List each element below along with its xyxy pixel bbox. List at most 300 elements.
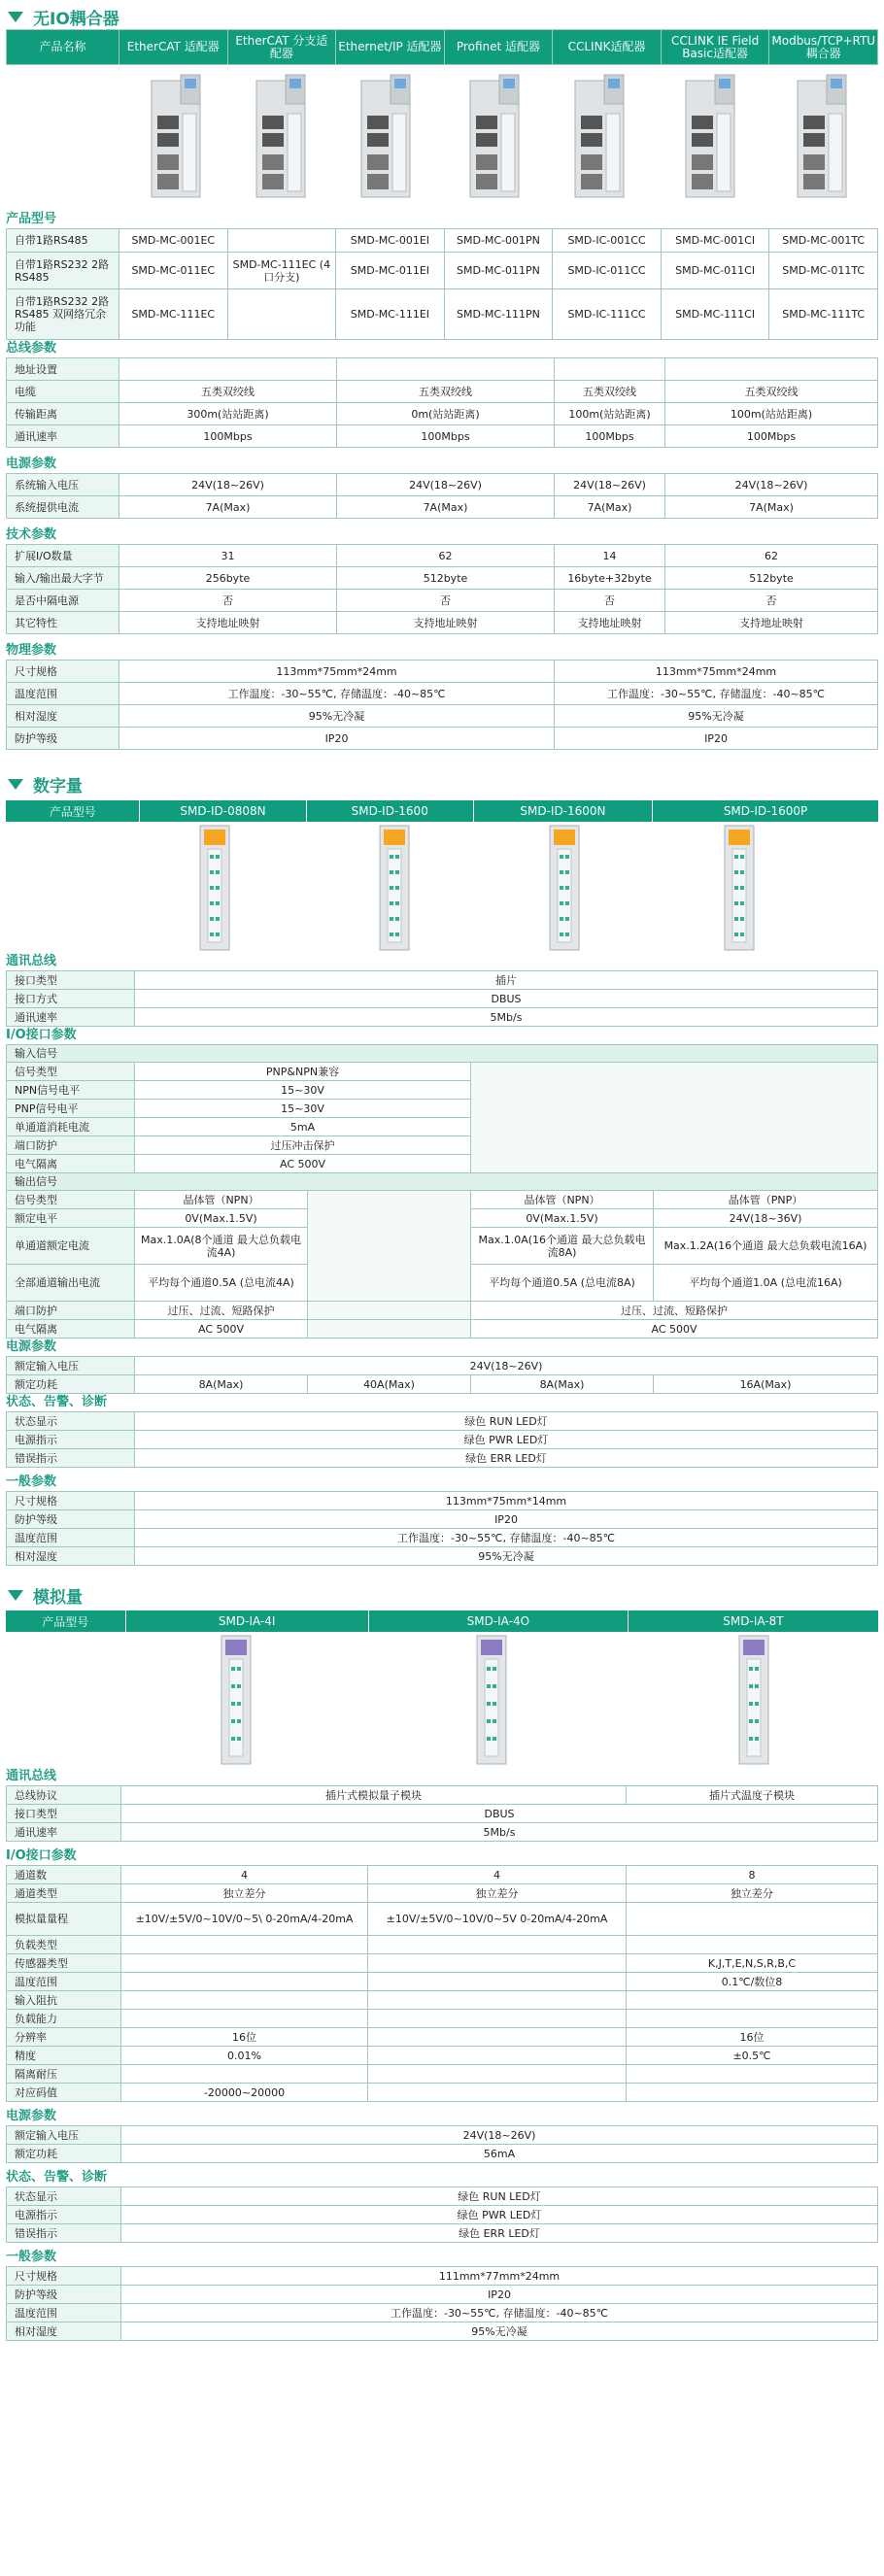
row-label: 接口类型 xyxy=(7,971,135,990)
table-cell: 24V(18~26V) xyxy=(665,474,878,496)
table-cell: IP20 xyxy=(119,728,555,750)
digital-module-image xyxy=(550,826,579,950)
row-label: 输入信号 xyxy=(7,1045,878,1063)
subsection-title: 一般参数 xyxy=(6,1474,57,1489)
table-cell: 14 xyxy=(555,545,665,567)
coupler-image xyxy=(470,75,519,197)
table-cell: 15~30V xyxy=(135,1100,471,1118)
table-cell: 16byte+32byte xyxy=(555,567,665,590)
table-cell: 62 xyxy=(337,545,555,567)
subsection-title: 通讯总线 xyxy=(6,954,57,968)
table-cell xyxy=(368,1954,627,1973)
blank-cell xyxy=(308,1320,471,1339)
row-label: 通讯速率 xyxy=(7,425,119,448)
row-label: 额定功耗 xyxy=(7,2145,121,2163)
analog-module-image xyxy=(739,1636,768,1764)
coupler-power-table xyxy=(6,473,878,519)
coupler-image xyxy=(686,75,734,197)
row-label: 接口方式 xyxy=(7,990,135,1008)
table-cell: 插片式模拟量子模块 xyxy=(121,1786,627,1805)
table-cell xyxy=(665,358,878,381)
section-title-digital xyxy=(0,767,884,800)
table-cell: ±10V/±5V/0~10V/0~5V 0-20mA/4-20mA xyxy=(368,1903,627,1936)
table-cell: 过压冲击保护 xyxy=(135,1136,471,1155)
analog-header-bar xyxy=(6,1610,878,1632)
row-label: 单通道额定电流 xyxy=(7,1228,135,1265)
row-label: 系统输入电压 xyxy=(7,474,119,496)
coupler-model-table xyxy=(6,228,878,340)
triangle-icon xyxy=(8,12,23,22)
table-cell: SMD-MC-011TC xyxy=(769,253,878,289)
table-cell: 7A(Max) xyxy=(337,496,555,519)
table-cell: 绿色 PWR LED灯 xyxy=(121,2206,878,2224)
section-title-text: 数字量 xyxy=(33,776,83,797)
row-label: 系统提供电流 xyxy=(7,496,119,519)
digital-module-image xyxy=(725,826,754,950)
table-cell: 五类双绞线 xyxy=(555,381,665,403)
row-label: 扩展I/O数量 xyxy=(7,545,119,567)
table-cell: 晶体管（PNP） xyxy=(654,1191,878,1209)
table-cell: IP20 xyxy=(121,2286,878,2304)
table-cell: SMD-MC-111EI xyxy=(336,289,445,340)
digital-power-table xyxy=(6,1356,878,1394)
table-cell: 插片 xyxy=(135,971,878,990)
digital-image-row xyxy=(6,822,878,953)
table-cell: 62 xyxy=(665,545,878,567)
digital-status-table xyxy=(6,1411,878,1468)
coupler-image xyxy=(361,75,410,197)
table-cell: Max.1.0A(8个通道 最大总负载电流4A) xyxy=(135,1228,308,1265)
table-cell: 支持地址映射 xyxy=(555,612,665,634)
row-label: 防护等级 xyxy=(7,728,119,750)
row-label: 温度范围 xyxy=(7,2304,121,2322)
table-cell: 95%无冷凝 xyxy=(119,705,555,728)
table-cell: 24V(18~36V) xyxy=(654,1209,878,1228)
row-label: 额定输入电压 xyxy=(7,2126,121,2145)
table-cell: ±10V/±5V/0~10V/0~5\ 0-20mA/4-20mA xyxy=(121,1903,368,1936)
header-cell: SMD-ID-0808N xyxy=(140,800,306,822)
row-label: 错误指示 xyxy=(7,2224,121,2243)
table-cell: 95%无冷凝 xyxy=(121,2322,878,2341)
header-cell: SMD-IA-4I xyxy=(126,1610,369,1632)
header-cell: SMD-ID-1600 xyxy=(307,800,474,822)
table-cell: 否 xyxy=(337,590,555,612)
table-cell: SMD-MC-001CI xyxy=(661,229,769,253)
table-cell: 工作温度：-30~55℃, 存储温度：-40~85℃ xyxy=(121,2304,878,2322)
table-cell xyxy=(368,2065,627,2084)
row-label: 负载能力 xyxy=(7,2010,121,2028)
table-cell: -20000~20000 xyxy=(121,2084,368,2102)
table-cell: AC 500V xyxy=(135,1320,308,1339)
table-cell: 否 xyxy=(119,590,337,612)
table-cell: 16A(Max) xyxy=(654,1375,878,1394)
triangle-icon xyxy=(8,1590,23,1601)
table-cell: SMD-IC-111CC xyxy=(553,289,662,340)
table-cell: 工作温度：-30~55℃, 存储温度：-40~85℃ xyxy=(135,1529,878,1547)
analog-image-row xyxy=(6,1632,878,1768)
coupler-image xyxy=(152,75,200,197)
table-cell: 5Mb/s xyxy=(135,1008,878,1027)
table-cell: 95%无冷凝 xyxy=(555,705,878,728)
analog-io-table xyxy=(6,1865,878,2102)
table-cell: 31 xyxy=(119,545,337,567)
row-label: 温度范围 xyxy=(7,1529,135,1547)
subsection-title: I/O接口参数 xyxy=(6,1028,77,1042)
section-title-coupler xyxy=(0,4,884,29)
header-cell: SMD-IA-4O xyxy=(369,1610,629,1632)
row-label: 状态显示 xyxy=(7,2187,121,2206)
table-cell: 支持地址映射 xyxy=(119,612,337,634)
table-cell: 7A(Max) xyxy=(119,496,337,519)
digital-general-table xyxy=(6,1491,878,1566)
blank-cell xyxy=(308,1191,471,1302)
table-cell: 100Mbps xyxy=(555,425,665,448)
table-cell: 平均每个通道0.5A (总电流4A) xyxy=(135,1265,308,1302)
table-cell: AC 500V xyxy=(471,1320,878,1339)
row-label: 防护等级 xyxy=(7,1510,135,1529)
subsection-title: 通讯总线 xyxy=(6,1769,57,1783)
row-label: 防护等级 xyxy=(7,2286,121,2304)
coupler-phys-table xyxy=(6,660,878,750)
row-label: 相对湿度 xyxy=(7,1547,135,1566)
digital-device-images xyxy=(6,822,878,953)
row-label: 通讯速率 xyxy=(7,1823,121,1842)
row-label: 温度范围 xyxy=(7,1973,121,1991)
table-cell xyxy=(627,1903,878,1936)
subsection-title: 物理参数 xyxy=(6,643,57,658)
row-label: 尺寸规格 xyxy=(7,1492,135,1510)
table-cell: 8A(Max) xyxy=(471,1375,654,1394)
table-cell: Max.1.0A(16个通道 最大总负载电流8A) xyxy=(471,1228,654,1265)
table-cell: 8 xyxy=(627,1866,878,1884)
table-cell xyxy=(627,2084,878,2102)
table-cell: AC 500V xyxy=(135,1155,471,1173)
table-cell: 0V(Max.1.5V) xyxy=(471,1209,654,1228)
table-cell: 晶体管（NPN） xyxy=(135,1191,308,1209)
row-label: 输出信号 xyxy=(7,1173,878,1191)
table-cell: 插片式温度子模块 xyxy=(627,1786,878,1805)
blank-cell xyxy=(308,1302,471,1320)
table-cell: DBUS xyxy=(121,1805,878,1823)
analog-status-table xyxy=(6,2186,878,2243)
header-cell: Modbus/TCP+RTU 耦合器 xyxy=(769,30,878,65)
table-cell: SMD-MC-111TC xyxy=(769,289,878,340)
coupler-image xyxy=(256,75,305,197)
table-cell: 111mm*77mm*24mm xyxy=(121,2267,878,2286)
table-cell: SMD-MC-001TC xyxy=(769,229,878,253)
section-title-analog xyxy=(0,1579,884,1610)
table-cell: 40A(Max) xyxy=(308,1375,471,1394)
digital-module-image xyxy=(380,826,409,950)
analog-comm-table xyxy=(6,1785,878,1842)
table-cell: 4 xyxy=(121,1866,368,1884)
table-cell: 300m(站站距离) xyxy=(119,403,337,425)
row-label: 自带1路RS232 2路RS485 xyxy=(7,253,119,289)
row-label: PNP信号电平 xyxy=(7,1100,135,1118)
table-cell xyxy=(227,289,336,340)
table-cell: 512byte xyxy=(665,567,878,590)
row-label: 自带1路RS232 2路RS485 双网络冗余功能 xyxy=(7,289,119,340)
table-cell: 平均每个通道0.5A (总电流8A) xyxy=(471,1265,654,1302)
coupler-tech-table xyxy=(6,544,878,634)
row-label: 错误指示 xyxy=(7,1449,135,1468)
table-cell: 16位 xyxy=(627,2028,878,2047)
header-cell: SMD-ID-1600N xyxy=(474,800,653,822)
table-cell: SMD-MC-001PN xyxy=(444,229,553,253)
row-label: 通道数 xyxy=(7,1866,121,1884)
header-cell: Profinet 适配器 xyxy=(444,30,553,65)
table-cell: SMD-MC-011PN xyxy=(444,253,553,289)
row-label: 输入阻抗 xyxy=(7,1991,121,2010)
table-cell: 16位 xyxy=(121,2028,368,2047)
table-cell: 512byte xyxy=(337,567,555,590)
row-label: 电源指示 xyxy=(7,2206,121,2224)
table-cell xyxy=(368,1973,627,1991)
table-cell: 24V(18~26V) xyxy=(121,2126,878,2145)
table-cell: 95%无冷凝 xyxy=(135,1547,878,1566)
subsection-title: 电源参数 xyxy=(6,457,57,471)
analog-module-image xyxy=(477,1636,506,1764)
table-cell: 0V(Max.1.5V) xyxy=(135,1209,308,1228)
table-cell: 绿色 ERR LED灯 xyxy=(135,1449,878,1468)
row-label: 隔离耐压 xyxy=(7,2065,121,2084)
row-label: 全部通道输出电流 xyxy=(7,1265,135,1302)
table-cell xyxy=(368,2084,627,2102)
row-label: 输入/输出最大字节 xyxy=(7,567,119,590)
table-cell: 支持地址映射 xyxy=(337,612,555,634)
blank-cell xyxy=(471,1063,878,1173)
table-cell: 否 xyxy=(665,590,878,612)
row-label: 精度 xyxy=(7,2047,121,2065)
analog-general-table xyxy=(6,2266,878,2341)
table-cell xyxy=(121,1954,368,1973)
table-cell xyxy=(627,1936,878,1954)
subsection-title: I/O接口参数 xyxy=(6,1848,77,1863)
table-cell: Max.1.2A(16个通道 最大总负载电流16A) xyxy=(654,1228,878,1265)
table-cell: SMD-MC-011EI xyxy=(336,253,445,289)
row-label: 单通道消耗电流 xyxy=(7,1118,135,1136)
table-cell: 平均每个通道1.0A (总电流16A) xyxy=(654,1265,878,1302)
table-cell: SMD-IC-011CC xyxy=(553,253,662,289)
coupler-device-images xyxy=(6,65,878,211)
section-title-text: 模拟量 xyxy=(33,1587,83,1608)
table-cell: SMD-MC-001EC xyxy=(119,229,228,253)
table-cell: PNP&NPN兼容 xyxy=(135,1063,471,1081)
subsection-title: 状态、告警、诊断 xyxy=(6,1395,108,1409)
header-cell: SMD-IA-8T xyxy=(629,1610,878,1632)
table-cell: 独立差分 xyxy=(627,1884,878,1903)
subsection-title: 技术参数 xyxy=(6,527,57,542)
header-cell: EtherCAT 适配器 xyxy=(119,30,228,65)
table-cell: DBUS xyxy=(135,990,878,1008)
row-label: 电气隔离 xyxy=(7,1320,135,1339)
row-label: 额定电平 xyxy=(7,1209,135,1228)
row-label: 电缆 xyxy=(7,381,119,403)
table-cell: 5Mb/s xyxy=(121,1823,878,1842)
analog-device-images xyxy=(6,1632,878,1768)
table-cell: 0.01% xyxy=(121,2047,368,2065)
table-cell xyxy=(368,1991,627,2010)
digital-io-table xyxy=(6,1044,878,1339)
table-cell xyxy=(121,2010,368,2028)
row-label: 端口防护 xyxy=(7,1136,135,1155)
table-cell: 100Mbps xyxy=(665,425,878,448)
row-label: 相对湿度 xyxy=(7,2322,121,2341)
header-cell: 产品型号 xyxy=(6,1610,126,1632)
row-label: 总线协议 xyxy=(7,1786,121,1805)
table-cell xyxy=(121,2065,368,2084)
coupler-image xyxy=(575,75,624,197)
table-cell xyxy=(368,2010,627,2028)
subsection-title: 电源参数 xyxy=(6,2109,57,2123)
table-cell: SMD-MC-111CI xyxy=(661,289,769,340)
table-cell xyxy=(121,1991,368,2010)
row-label: 通道类型 xyxy=(7,1884,121,1903)
row-label: 电气隔离 xyxy=(7,1155,135,1173)
table-cell: 4 xyxy=(368,1866,627,1884)
row-label: 温度范围 xyxy=(7,683,119,705)
table-cell: 工作温度：-30~55℃, 存储温度：-40~85℃ xyxy=(555,683,878,705)
row-label: 地址设置 xyxy=(7,358,119,381)
row-label: 模拟量量程 xyxy=(7,1903,121,1936)
table-cell: 独立差分 xyxy=(368,1884,627,1903)
table-cell xyxy=(627,2010,878,2028)
subsection-title: 状态、告警、诊断 xyxy=(6,2170,108,2185)
table-cell: 7A(Max) xyxy=(665,496,878,519)
row-label: 负载类型 xyxy=(7,1936,121,1954)
row-label: 信号类型 xyxy=(7,1063,135,1081)
table-cell: 7A(Max) xyxy=(555,496,665,519)
table-cell: 5mA xyxy=(135,1118,471,1136)
table-row xyxy=(7,289,878,340)
table-cell: SMD-MC-111PN xyxy=(444,289,553,340)
row-label: 对应码值 xyxy=(7,2084,121,2102)
coupler-header-table xyxy=(6,29,878,65)
table-cell: 100m(站站距离) xyxy=(555,403,665,425)
table-cell: 8A(Max) xyxy=(135,1375,308,1394)
digital-module-image xyxy=(200,826,229,950)
table-cell: K,J,T,E,N,S,R,B,C xyxy=(627,1954,878,1973)
table-cell xyxy=(121,1973,368,1991)
row-label: 尺寸规格 xyxy=(7,661,119,683)
header-cell: SMD-ID-1600P xyxy=(653,800,878,822)
table-cell xyxy=(627,2065,878,2084)
table-cell: SMD-IC-001CC xyxy=(553,229,662,253)
table-cell: SMD-MC-111EC (4口分支) xyxy=(227,253,336,289)
table-cell: 113mm*75mm*14mm xyxy=(135,1492,878,1510)
table-cell xyxy=(627,1991,878,2010)
subsection-title: 电源参数 xyxy=(6,1339,57,1354)
row-label: 电源指示 xyxy=(7,1431,135,1449)
table-cell: 256byte xyxy=(119,567,337,590)
table-cell: 24V(18~26V) xyxy=(135,1357,878,1375)
table-cell xyxy=(337,358,555,381)
table-cell xyxy=(368,2047,627,2065)
table-cell: ±0.5℃ xyxy=(627,2047,878,2065)
subsection-title: 一般参数 xyxy=(6,2250,57,2264)
row-label: 接口类型 xyxy=(7,1805,121,1823)
section-title-text: 无IO耦合器 xyxy=(33,9,119,29)
table-cell: 晶体管（NPN） xyxy=(471,1191,654,1209)
table-cell: 113mm*75mm*24mm xyxy=(119,661,555,683)
row-label: 状态显示 xyxy=(7,1412,135,1431)
header-cell: 产品名称 xyxy=(7,30,119,65)
table-cell: SMD-MC-001EI xyxy=(336,229,445,253)
digital-comm-table xyxy=(6,970,878,1027)
table-cell: 五类双绞线 xyxy=(665,381,878,403)
row-label: 相对湿度 xyxy=(7,705,119,728)
coupler-bus-table xyxy=(6,357,878,448)
table-cell: 过压、过流、短路保护 xyxy=(135,1302,308,1320)
table-cell xyxy=(227,229,336,253)
analog-power-table xyxy=(6,2125,878,2163)
table-cell: 过压、过流、短路保护 xyxy=(471,1302,878,1320)
row-label: 其它特性 xyxy=(7,612,119,634)
table-row xyxy=(7,229,878,253)
table-cell: 绿色 PWR LED灯 xyxy=(135,1431,878,1449)
row-label: 传输距离 xyxy=(7,403,119,425)
header-cell: 产品型号 xyxy=(6,800,140,822)
table-cell: 五类双绞线 xyxy=(119,381,337,403)
table-cell: IP20 xyxy=(555,728,878,750)
table-cell: 支持地址映射 xyxy=(665,612,878,634)
header-cell: Ethernet/IP 适配器 xyxy=(336,30,445,65)
subsection-title: 产品型号 xyxy=(6,212,57,226)
row-label: 是否中隔电源 xyxy=(7,590,119,612)
table-cell: 五类双绞线 xyxy=(337,381,555,403)
table-cell: 独立差分 xyxy=(121,1884,368,1903)
table-cell: 0m(站站距离) xyxy=(337,403,555,425)
row-label: 额定功耗 xyxy=(7,1375,135,1394)
table-cell: 绿色 RUN LED灯 xyxy=(121,2187,878,2206)
table-cell: SMD-MC-011EC xyxy=(119,253,228,289)
table-cell xyxy=(121,1936,368,1954)
row-label: 尺寸规格 xyxy=(7,2267,121,2286)
header-cell: CCLINK适配器 xyxy=(553,30,662,65)
row-label: 信号类型 xyxy=(7,1191,135,1209)
table-cell: 100Mbps xyxy=(119,425,337,448)
row-label: NPN信号电平 xyxy=(7,1081,135,1100)
table-cell: 24V(18~26V) xyxy=(119,474,337,496)
table-cell: 113mm*75mm*24mm xyxy=(555,661,878,683)
table-cell: 56mA xyxy=(121,2145,878,2163)
table-cell xyxy=(368,2028,627,2047)
table-cell: SMD-MC-111EC xyxy=(119,289,228,340)
header-cell: CCLINK IE Field Basic适配器 xyxy=(661,30,769,65)
table-cell: 24V(18~26V) xyxy=(555,474,665,496)
row-label: 传感器类型 xyxy=(7,1954,121,1973)
table-cell: 绿色 ERR LED灯 xyxy=(121,2224,878,2243)
row-label: 端口防护 xyxy=(7,1302,135,1320)
header-cell: EtherCAT 分支适配器 xyxy=(227,30,336,65)
table-cell: 绿色 RUN LED灯 xyxy=(135,1412,878,1431)
table-cell: IP20 xyxy=(135,1510,878,1529)
table-cell xyxy=(368,1936,627,1954)
table-cell: 15~30V xyxy=(135,1081,471,1100)
table-cell: 100m(站站距离) xyxy=(665,403,878,425)
coupler-image-row xyxy=(6,65,878,211)
subsection-title: 总线参数 xyxy=(6,341,57,356)
analog-module-image xyxy=(221,1636,251,1764)
table-cell: 工作温度：-30~55℃, 存储温度：-40~85℃ xyxy=(119,683,555,705)
digital-header-bar xyxy=(6,800,878,822)
table-cell xyxy=(119,358,337,381)
table-cell: 否 xyxy=(555,590,665,612)
row-label: 自带1路RS485 xyxy=(7,229,119,253)
table-row xyxy=(7,253,878,289)
table-cell: 100Mbps xyxy=(337,425,555,448)
row-label: 分辨率 xyxy=(7,2028,121,2047)
